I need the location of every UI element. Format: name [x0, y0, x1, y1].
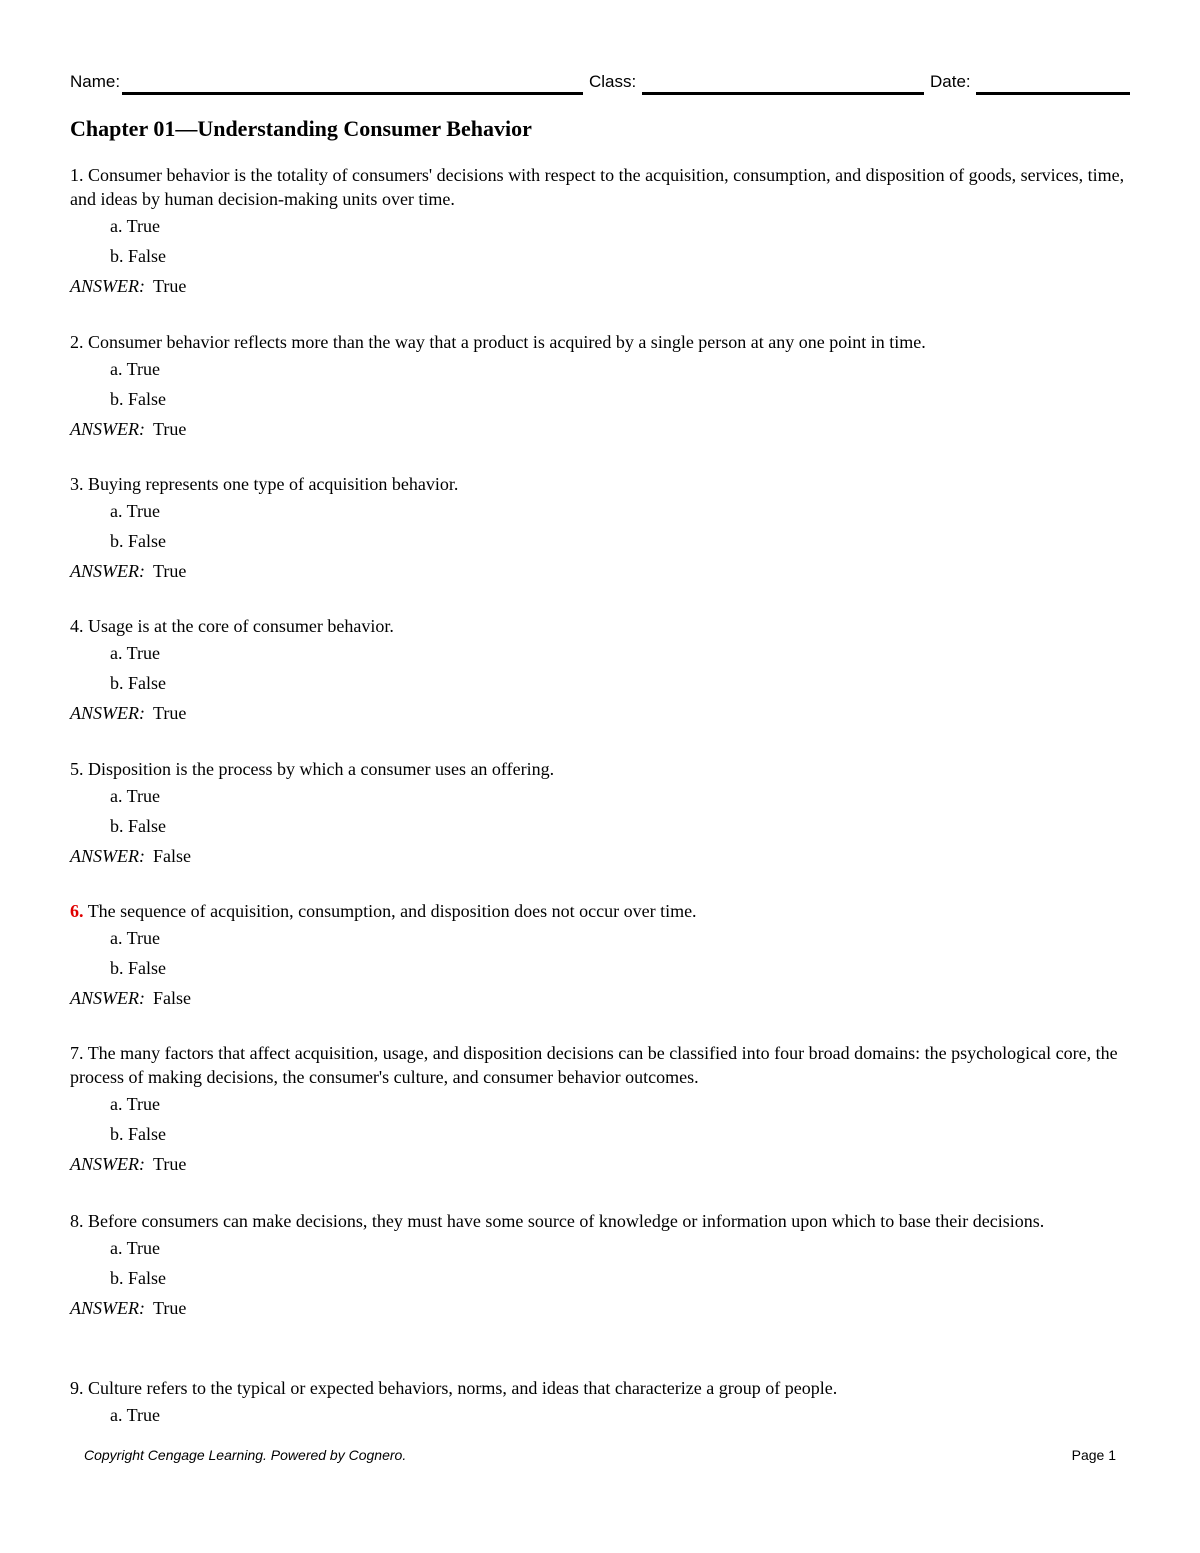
question-number: 7. — [70, 1043, 84, 1063]
question-number-highlighted: 6. — [70, 901, 84, 921]
chapter-title: Chapter 01—Understanding Consumer Behavior — [70, 116, 532, 141]
question-4 — [70, 614, 1130, 728]
answer-value: True — [152, 561, 187, 581]
question-stem — [70, 757, 1130, 781]
option-a: a. True — [110, 643, 161, 663]
date-label: Date: — [930, 72, 971, 91]
answer-label: ANSWER: — [70, 1154, 145, 1174]
question-number: 8. — [70, 1211, 84, 1231]
date-field-line[interactable] — [976, 92, 1130, 95]
question-stem — [70, 1376, 1130, 1400]
option-a: a. True — [110, 786, 161, 806]
question-text: Culture refers to the typical or expected behaviors, norms, and ideas that characterize a group of people. — [88, 1378, 838, 1398]
option-a: a. True — [110, 1238, 161, 1258]
question-3 — [70, 472, 1130, 586]
student-info-header — [70, 72, 1130, 96]
question-text: The sequence of acquisition, consumption, and disposition does not occur over time. — [87, 901, 697, 921]
question-1 — [70, 163, 1130, 301]
option-b: b. False — [110, 958, 166, 978]
question-number: 1. — [70, 165, 84, 185]
question-number: 4. — [70, 616, 84, 636]
answer-value: True — [152, 1154, 187, 1174]
answer-value: False — [152, 988, 191, 1008]
answer-label: ANSWER: — [70, 419, 145, 439]
answer-line — [70, 1293, 1130, 1323]
question-stem — [70, 1209, 1130, 1233]
option-a: a. True — [110, 501, 161, 521]
question-stem — [70, 614, 1130, 638]
answer-label: ANSWER: — [70, 561, 145, 581]
answer-line — [70, 556, 1130, 586]
question-text: Consumer behavior is the totality of consumers' decisions with respect to the acquisition, consumption, and disposition of goods, services, time, and ideas by human decision-making units over time. — [70, 165, 1125, 209]
question-9 — [70, 1376, 1130, 1430]
question-stem — [70, 472, 1130, 496]
answer-label: ANSWER: — [70, 846, 145, 866]
answer-value: True — [152, 1298, 187, 1318]
option-b: b. False — [110, 816, 166, 836]
answer-value: True — [152, 419, 187, 439]
question-text: Usage is at the core of consumer behavior. — [88, 616, 394, 636]
option-a: a. True — [110, 1405, 161, 1425]
question-stem — [70, 163, 1130, 211]
question-stem — [70, 899, 1130, 923]
option-b: b. False — [110, 1268, 166, 1288]
question-number: 2. — [70, 332, 84, 352]
answer-value: True — [152, 276, 187, 296]
option-b: b. False — [110, 246, 166, 266]
copyright-notice: Copyright Cengage Learning. Powered by Cognero. — [84, 1447, 407, 1463]
option-b: b. False — [110, 673, 166, 693]
class-label: Class: — [589, 72, 637, 91]
question-8 — [70, 1209, 1130, 1323]
option-a: a. True — [110, 216, 161, 236]
name-field-line[interactable] — [122, 92, 583, 95]
question-7 — [70, 1041, 1130, 1179]
name-label: Name: — [70, 72, 121, 91]
answer-value: True — [152, 703, 187, 723]
class-field-line[interactable] — [642, 92, 924, 95]
question-number: 9. — [70, 1378, 84, 1398]
answer-label: ANSWER: — [70, 703, 145, 723]
answer-line — [70, 698, 1130, 728]
answer-label: ANSWER: — [70, 988, 145, 1008]
question-text: Consumer behavior reflects more than the way that a product is acquired by a single person at any one point in time. — [88, 332, 926, 352]
answer-line — [70, 841, 1130, 871]
question-text: Before consumers can make decisions, they must have some source of knowledge or information upon which to base their decisions. — [88, 1211, 1045, 1231]
question-stem — [70, 1041, 1130, 1089]
answer-line — [70, 983, 1130, 1013]
question-5 — [70, 757, 1130, 871]
question-stem — [70, 330, 1130, 354]
question-text: Disposition is the process by which a consumer uses an offering. — [88, 759, 555, 779]
page-number: Page 1 — [1071, 1447, 1116, 1463]
question-2 — [70, 330, 1130, 444]
answer-line — [70, 414, 1130, 444]
option-a: a. True — [110, 359, 161, 379]
option-b: b. False — [110, 531, 166, 551]
question-text: Buying represents one type of acquisition behavior. — [88, 474, 459, 494]
question-number: 5. — [70, 759, 84, 779]
option-b: b. False — [110, 1124, 166, 1144]
question-6 — [70, 899, 1130, 1013]
question-text: The many factors that affect acquisition, usage, and disposition decisions can be classified into four broad domains: the psychological core, the process of making decisions, the consumer's culture, and consumer behavior outcomes. — [70, 1043, 1118, 1087]
answer-line — [70, 271, 1130, 301]
answer-line — [70, 1149, 1130, 1179]
option-a: a. True — [110, 1094, 161, 1114]
question-number: 3. — [70, 474, 84, 494]
option-a: a. True — [110, 928, 161, 948]
answer-label: ANSWER: — [70, 1298, 145, 1318]
answer-value: False — [152, 846, 191, 866]
option-b: b. False — [110, 389, 166, 409]
answer-label: ANSWER: — [70, 276, 145, 296]
